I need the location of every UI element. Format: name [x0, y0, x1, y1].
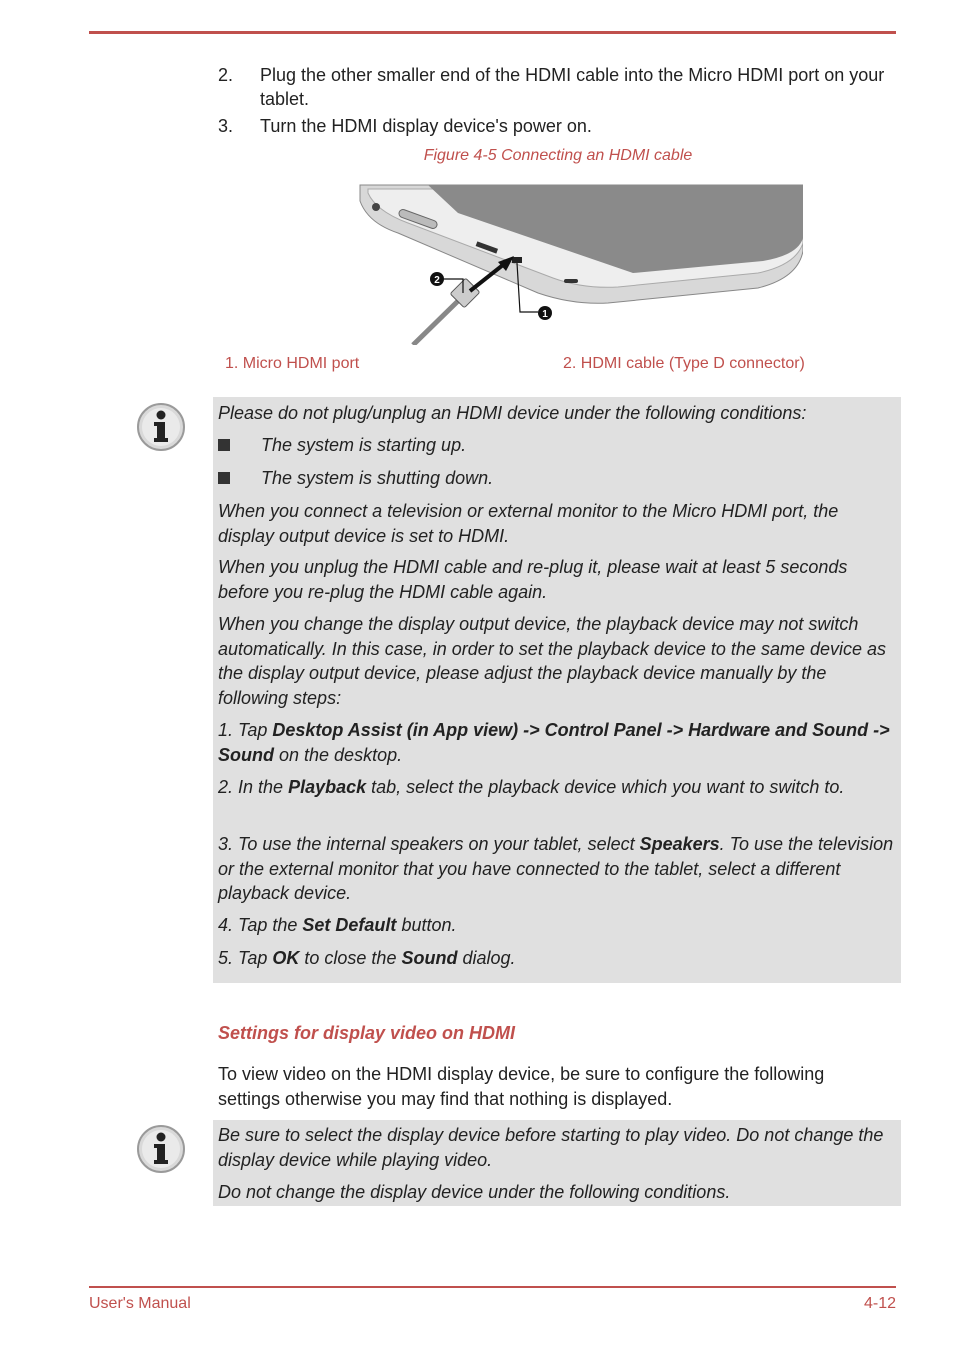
- note-step-3: 3. To use the internal speakers on your tablet, select Speakers. To use the television or the external monitor that you have connected to the tablet, select a different playback device.: [218, 834, 894, 903]
- button-name: Set Default: [302, 915, 397, 935]
- menu-path: Desktop Assist (in App view) -> Control Panel -> Hardware and Sound -> Sound: [218, 720, 890, 765]
- note-step-1: 1. Tap Desktop Assist (in App view) -> Control Panel -> Hardware and Sound -> Sound on the desktop.: [218, 720, 890, 765]
- button-name: OK: [272, 948, 300, 968]
- note-paragraph: Be sure to select the display device before starting to play video. Do not change the display device while playing video.: [218, 1125, 884, 1170]
- figure-caption: Figure 4-5 Connecting an HDMI cable: [423, 147, 693, 164]
- micro-hdmi-port-icon: [512, 257, 522, 263]
- note-bullet: The system is shutting down.: [261, 468, 494, 488]
- legend-micro-hdmi-port: 1. Micro HDMI port: [225, 355, 360, 372]
- note-bullet: The system is starting up.: [261, 435, 467, 455]
- step-number: 2.: [218, 65, 234, 85]
- section-heading: Settings for display video on HDMI: [218, 1023, 516, 1043]
- note-intro: Please do not plug/unplug an HDMI device under the following conditions:: [218, 403, 807, 423]
- bullet-icon: [218, 439, 230, 451]
- step-text: Plug the other smaller end of the HDMI cable into the Micro HDMI port on your tablet.: [260, 65, 885, 109]
- note-paragraph: When you unplug the HDMI cable and re-plug it, please wait at least 5 seconds before you re-plug the HDMI cable again.: [218, 557, 848, 602]
- dialog-name: Sound: [401, 948, 458, 968]
- footer-manual-title: User's Manual: [89, 1295, 191, 1312]
- headphone-jack-icon: [372, 203, 380, 211]
- footer-page-number: 4-12: [863, 1295, 896, 1312]
- callout-1-label: 1: [542, 309, 548, 320]
- bullet-icon: [218, 472, 230, 484]
- section-body: To view video on the HDMI display device, be sure to configure the following settings otherwise you may find that nothing is displayed.: [218, 1064, 825, 1109]
- info-icon: [136, 1124, 186, 1174]
- note-paragraph: Do not change the display device under the following conditions.: [218, 1182, 731, 1202]
- legend-hdmi-cable: 2. HDMI cable (Type D connector): [563, 355, 805, 372]
- tab-name: Playback: [288, 777, 367, 797]
- hdmi-figure: [358, 183, 803, 345]
- note-box-display-device: [213, 1120, 901, 1206]
- note-step-5: 5. Tap OK to close the Sound dialog.: [218, 948, 516, 968]
- note-step-4: 4. Tap the Set Default button.: [218, 915, 457, 935]
- note-paragraph: When you change the display output device, the playback device may not switch automatically. In this case, in order to set the playback device to the same device as the display output device, please adjust the playback device manually by the following steps:: [218, 614, 887, 708]
- usb-port-icon: [564, 279, 578, 283]
- step-text: Turn the HDMI display device's power on.: [260, 116, 592, 136]
- note-box-hdmi-conditions: [213, 397, 901, 983]
- note-paragraph: When you connect a television or external monitor to the Micro HDMI port, the display output device is set to HDMI.: [218, 501, 839, 546]
- tablet-illustration: [358, 183, 803, 345]
- header-rule: [89, 31, 896, 34]
- note-step-2: 2. In the Playback tab, select the playback device which you want to switch to.: [218, 777, 845, 797]
- callout-2-label: 2: [434, 275, 440, 286]
- info-icon: [136, 402, 186, 452]
- option-name: Speakers: [639, 834, 720, 854]
- footer-rule: [89, 1286, 896, 1288]
- step-number: 3.: [218, 116, 234, 136]
